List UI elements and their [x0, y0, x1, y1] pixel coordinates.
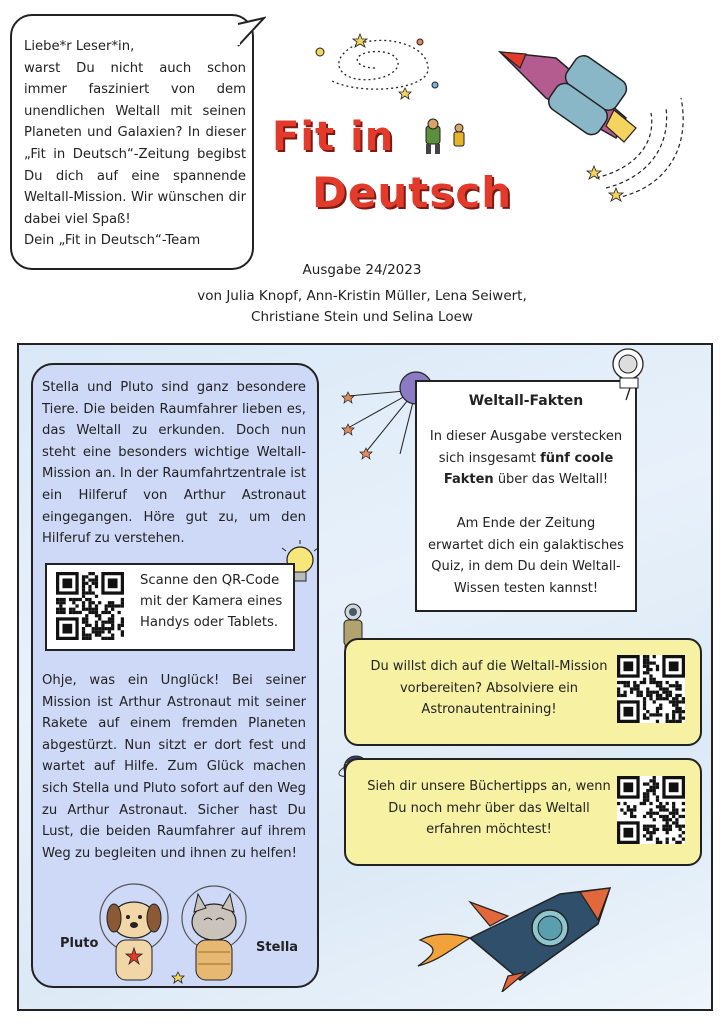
bubble-text	[24, 36, 246, 252]
authors	[0, 286, 724, 328]
authors-line-1: von Julia Knopf, Ann-Kristin Müller, Lena Seiwert,	[197, 288, 527, 304]
intro-text: Stella und Pluto sind ganz besondere Tiere. Die beiden Raumfahrer lieben es, das Weltall zu erkunden. Doch nun steht eine besonders wichtige Weltall-Mission an. In der Raumfahrtzentrale ist ein Hilferuf von Arthur Astronaut eingegangen. Höre gut zu, um den Hilferuf zu verstehen.	[42, 380, 307, 547]
qr-code-audio[interactable]	[56, 572, 126, 640]
qr-code-training[interactable]	[617, 655, 685, 723]
facts-text-post: über das Weltall!	[493, 472, 609, 487]
bubble-greeting: Liebe*r Leser*in,	[24, 39, 135, 54]
facts-paragraph-1	[428, 426, 624, 491]
facts-title: Weltall-Fakten	[468, 393, 584, 409]
pluto-stella-illustration	[98, 872, 268, 992]
issue-number: Ausgabe 24/2023	[302, 262, 422, 278]
qr-instruction-text: Scanne den QR-Code mit der Kamera eines Handys oder Tablets.	[140, 573, 283, 630]
training-text: Du willst dich auf die Weltall-Mission vorbereiten? Absolviere ein Astronautentraining!	[370, 659, 608, 717]
bubble-body: warst Du nicht auch schon immer fasziniert von dem unendlichen Weltall mit seinen Planeten und Galaxien? In dieser „Fit in Deutsch“-Zeitung begibst Du dich auf eine spannende Weltall-Mission. Wir wünschen dir dabei viel Spaß!	[24, 60, 246, 227]
facts-text-pre: In dieser Ausgabe verstecken sich insgesamt	[429, 429, 623, 466]
logo-deutsch: Deutsch	[312, 168, 513, 217]
logo-figures-icon	[420, 118, 475, 158]
authors-line-2: Christiane Stein und Selina Loew	[251, 309, 473, 325]
bubble-signature: Dein „Fit in Deutsch“-Team	[24, 233, 201, 249]
rocket-top-icon	[496, 38, 696, 218]
books-text: Sieh dir unsere Büchertipps an, wenn Du noch mehr über das Weltall erfahren möchtest!	[367, 779, 611, 837]
pluto-label: Pluto	[60, 936, 99, 951]
rocket-bottom-icon	[410, 880, 622, 992]
stella-label: Stella	[256, 940, 299, 955]
galaxy-spiral-icon	[300, 30, 450, 100]
facts-paragraph-2: Am Ende der Zeitung erwartet dich ein galaktisches Quiz, in dem Du dein Weltall-Wissen testen kannst!	[428, 516, 624, 596]
qr-code-books[interactable]	[617, 776, 685, 844]
story-text: Ohje, was ein Unglück! Bei seiner Mission ist Arthur Astronaut mit seiner Rakete auf einem fremden Planeten abgestürzt. Nun sitzt er dort fest und wartet auf Hilfe. Zum Glück machen sich Stella und Pluto sofort auf den Weg zu Arthur Astronaut. Sicher hast Du Lust, die beiden Raumfahrer auf ihrem Weg zu begleiten und ihnen zu helfen!	[42, 673, 306, 861]
logo-fit-in: Fit in	[272, 114, 395, 160]
facts-text-bold: fünf coole Fakten	[443, 450, 614, 487]
